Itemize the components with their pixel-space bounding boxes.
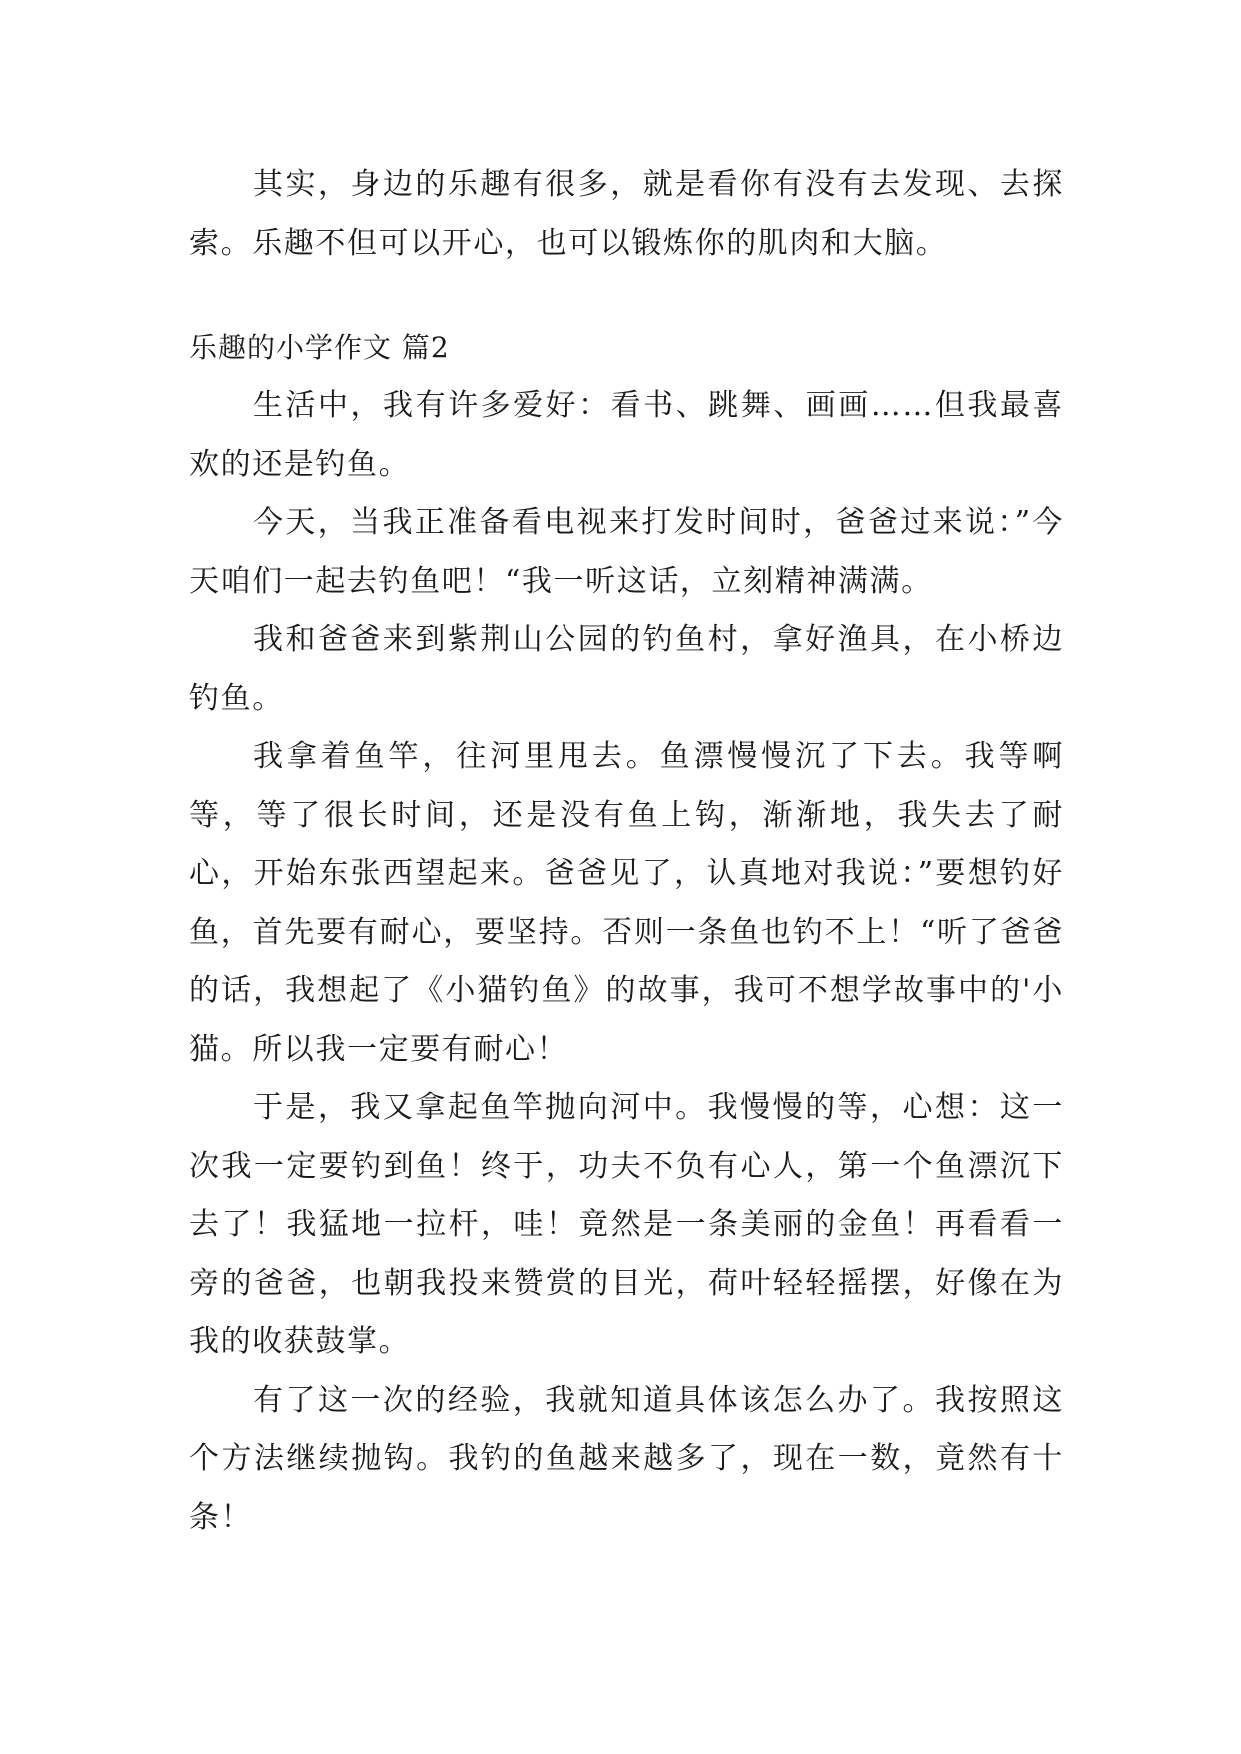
paragraph-2: 今天，当我正准备看电视来打发时间时，爸爸过来说：”今天咱们一起去钓鱼吧！“我一听这话，立刻精神满满。 [189,505,1064,599]
paragraph-4: 我拿着鱼竿，往河里甩去。鱼漂慢慢沉了下去。我等啊等，等了很长时间，还是没有鱼上钩，渐渐地，我失去了耐心，开始东张西望起来。爸爸见了，认真地对我说：”要想钓好鱼，首先要有耐心，要坚持。否则一条鱼也钓不上！“听了爸爸的话，我想起了《小猫钓鱼》的故事，我可不想学故事中的'小猫。所以我一定要有耐心！ [189,739,1064,1067]
paragraph-5: 于是，我又拿起鱼竿抛向河中。我慢慢的等，心想：这一次我一定要钓到鱼！终于，功夫不负有心人，第一个鱼漂沉下去了！我猛地一拉杆，哇！竟然是一条美丽的金鱼！再看看一旁的爸爸，也朝我投来赞赏的目光，荷叶轻轻摇摆，好像在为我的收获鼓掌。 [189,1090,1064,1359]
paragraph-6: 有了这一次的经验，我就知道具体该怎么办了。我按照这个方法继续抛钩。我钓的鱼越来越多了，现在一数，竟然有十条！ [189,1382,1064,1535]
paragraph-1: 生活中，我有许多爱好：看书、跳舞、画画……但我最喜欢的还是钓鱼。 [189,388,1064,482]
document-body [189,156,1064,1547]
intro-paragraph: 其实，身边的乐趣有很多，就是看你有没有去发现、去探索。乐趣不但可以开心，也可以锻炼你的肌肉和大脑。 [189,167,1064,261]
paragraph-3: 我和爸爸来到紫荆山公园的钓鱼村，拿好渔具，在小桥边钓鱼。 [189,622,1064,716]
section-title: 乐趣的小学作文 篇2 [189,331,450,364]
